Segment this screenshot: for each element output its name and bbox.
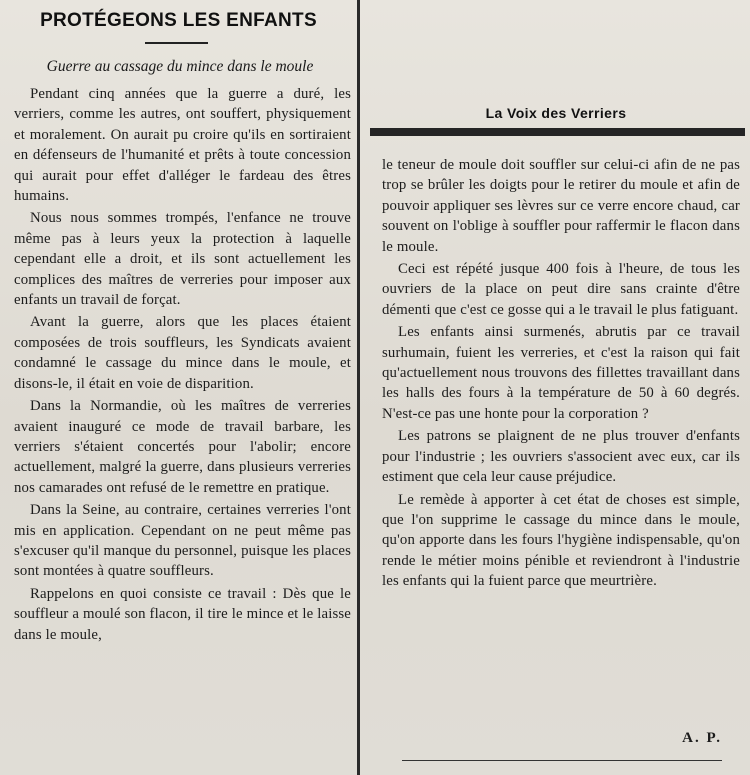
column-divider (357, 0, 360, 775)
bottom-rule (402, 760, 722, 761)
section-heading: La Voix des Verriers (485, 105, 627, 121)
paragraph: Les enfants ainsi surmenés, abrutis par ce travail surhumain, fuient les verreries, et c'est la raison qui fait qu'actuellement nous trouvons des fillettes travaillant dans les halls des fours à la température de 50 à 60 degrés. N'est-ce pas une honte pour la corporation ? (382, 324, 740, 422)
paragraph: Nous nous sommes trompés, l'enfance ne trouve même pas à leurs yeux la protection à laquelle cependant elle a droit, et ils sont actuellement les complices des maîtres de verreries pour imposer aux enfants un travail de forçat. (14, 210, 351, 309)
paragraph: Ceci est répété jusque 400 fois à l'heure, de tous les ouvriers de la place on peut dire sans crainte d'être démenti que c'est ce gosse qui a le travail le plus fatiguant. (382, 261, 740, 318)
paragraph: Dans la Seine, au contraire, certaines verreries l'ont mis en application. Cependant on ne peut même pas s'excuser qu'il manque du personnel, puisque les places sont montées à quatre souffleurs. (14, 502, 351, 580)
article-body-right (382, 155, 740, 594)
author-signature: A. P. (682, 730, 722, 746)
paragraph: Pendant cinq années que la guerre a duré, les verriers, comme les autres, ont souffert, physiquement et moralement. On aurait pu croire qu'ils en sortiraient en défenseurs de l'humanité et prêts à toute concession qui aurait pour effet d'alléger le fardeau des êtres humains. (14, 86, 351, 205)
paragraph: Dans la Normandie, où les maîtres de verreries avaient inauguré ce mode de travail barbare, les verriers s'étaient concertés pour l'abolir; encore actuellement, malgré la guerre, dans plusieurs verreries nos camarades ont refusé de le remettre en pratique. (14, 398, 351, 496)
right-column (362, 0, 750, 775)
paragraph: Le remède à apporter à cet état de choses est simple, que l'on supprime le cassage du mince dans le moule, qu'on apporte dans les fours l'hygiène indispensable, qu'on rende le métier moins pénible et reviendront à l'industrie les enfants qui la fuient parce que meurtrière. (382, 491, 740, 590)
paragraph: Rappelons en quoi consiste ce travail : Dès que le souffleur a moulé son flacon, il tire le mince et le laisse dans le moule, (14, 585, 351, 643)
paragraph: Les patrons se plaignent de ne plus trouver d'enfants pour l'industrie ; les ouvriers s'associent avec eux, car ils estiment que cela leur cause préjudice. (382, 428, 740, 486)
article-subtitle: Guerre au cassage du mince dans le moule (46, 58, 314, 75)
article-title: PROTÉGEONS LES ENFANTS (40, 10, 317, 31)
paragraph: Avant la guerre, alors que les places étaient composées de trois souffleurs, les Syndicats avaient condamné le cassage du mince dans le moule, et disons-le, il était en voie de disparition. (14, 314, 351, 392)
section-rule (370, 128, 745, 136)
left-column (0, 0, 357, 775)
article-body-left (14, 84, 351, 647)
title-underline (145, 42, 208, 44)
paragraph: le teneur de moule doit souffler sur celui-ci afin de ne pas trop se brûler les doigts pour le retirer du moule et afin de pouvoir appliquer ses lèvres sur ce verre encore chaud, car souvent on l'oblige à souffler pour raffermir le flacon dans le moule. (382, 157, 740, 255)
